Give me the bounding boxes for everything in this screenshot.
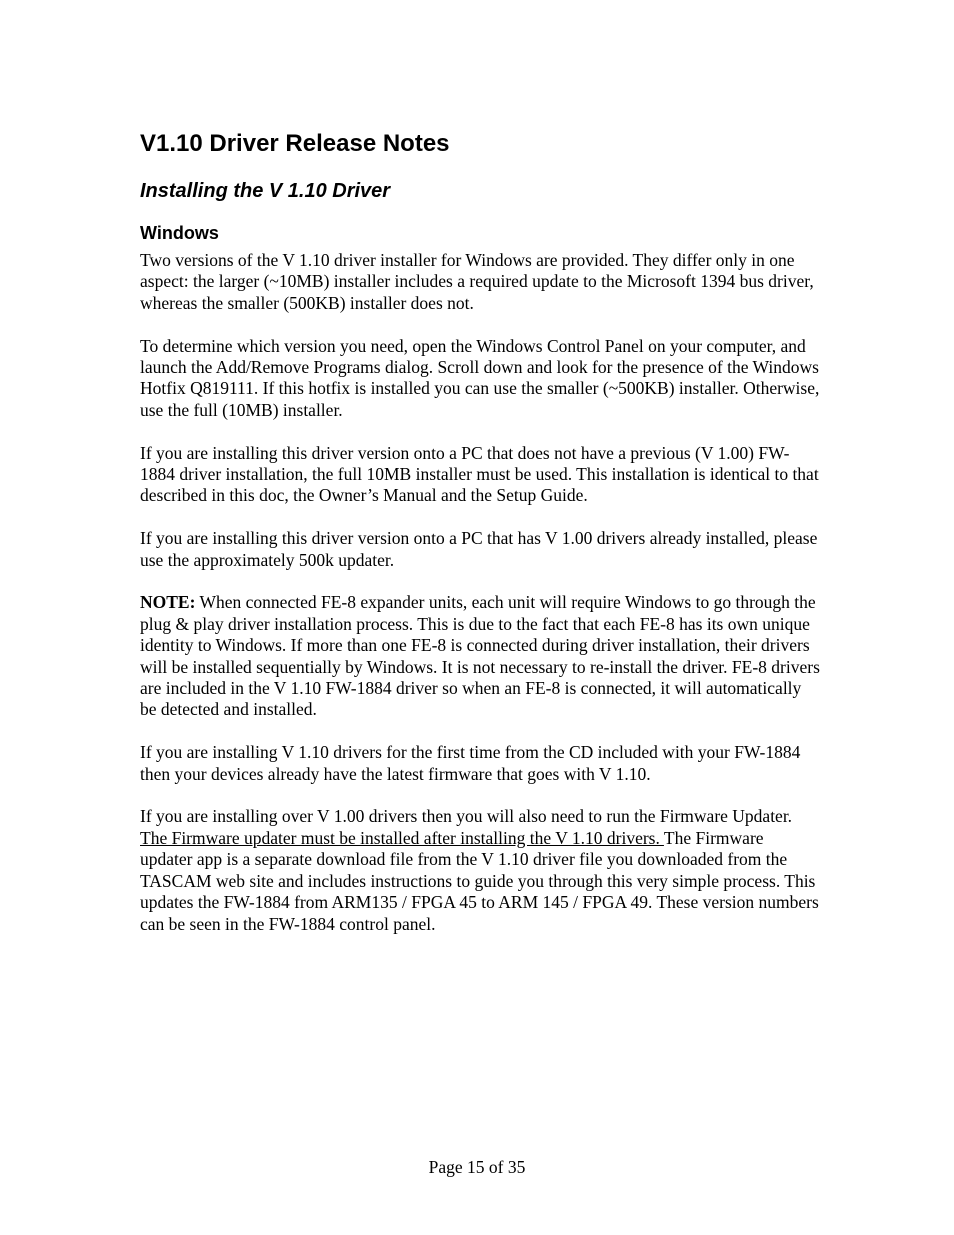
firmware-warning-underlined: The Firmware updater must be installed after installing the V 1.10 drivers. bbox=[140, 827, 664, 848]
paragraph-determine-version: To determine which version you need, open the Windows Control Panel on your computer, and launch the Add/Remove Programs dialog. Scroll down and look for the presence of the Windows Hotfix Q819111. If this hotfix is installed you can use the smaller (~500KB) installer. Otherwise, use the full (10MB) installer. bbox=[140, 335, 820, 420]
section-heading: Installing the V 1.10 Driver bbox=[140, 180, 391, 202]
body-text bbox=[140, 250, 820, 956]
firmware-text-start: If you are installing over V 1.00 drivers then you will also need to run the Firmware Updater. bbox=[140, 806, 793, 827]
paragraph-fresh-install: If you are installing this driver version onto a PC that does not have a previous (V 1.00) FW-1884 driver installation, the full 10MB installer must be used. This installation is identical to that described in this doc, the Owner’s Manual and the Setup Guide. bbox=[140, 442, 819, 506]
note-text: When connected FE-8 expander units, each unit will require Windows to go through the plug & play driver installation process. This is due to the fact that each FE-8 has its own unique identity to Windows. If more than one FE-8 is connected during driver installation, their drivers will be installed sequentially by Windows. It is not necessary to re-install the driver. FE-8 drivers are included in the V 1.10 FW-1884 driver so when an FE-8 is connected, it will automatically be detected and installed. bbox=[140, 592, 820, 720]
paragraph-firmware-updater bbox=[140, 806, 820, 934]
paragraph-updater: If you are installing this driver version onto a PC that has V 1.00 drivers already installed, please use the approximately 500k updater. bbox=[140, 528, 818, 570]
note-label: NOTE: bbox=[140, 592, 196, 613]
firmware-text-end: The Firmware updater app is a separate download file from the V 1.10 driver file you downloaded from the TASCAM web site and includes instructions to guide you through this very simple process. This updates the FW-1884 from ARM135 / FPGA 45 to ARM 145 / FPGA 49. These version numbers can be seen in the FW-1884 control panel. bbox=[140, 827, 819, 934]
subsection-heading: Windows bbox=[140, 223, 219, 243]
paragraph-first-time-install: If you are installing V 1.10 drivers for the first time from the CD included with your FW-1884 then your devices already have the latest firmware that goes with V 1.10. bbox=[140, 742, 801, 784]
paragraph-installer-versions: Two versions of the V 1.10 driver installer for Windows are provided. They differ only in one aspect: the larger (~10MB) installer includes a required update to the Microsoft 1394 bus driver, whereas the smaller (500KB) installer does not. bbox=[140, 250, 814, 313]
page-title: V1.10 Driver Release Notes bbox=[140, 130, 450, 157]
page-number-footer: Page 15 of 35 bbox=[428, 1157, 526, 1177]
paragraph-note bbox=[140, 592, 820, 720]
